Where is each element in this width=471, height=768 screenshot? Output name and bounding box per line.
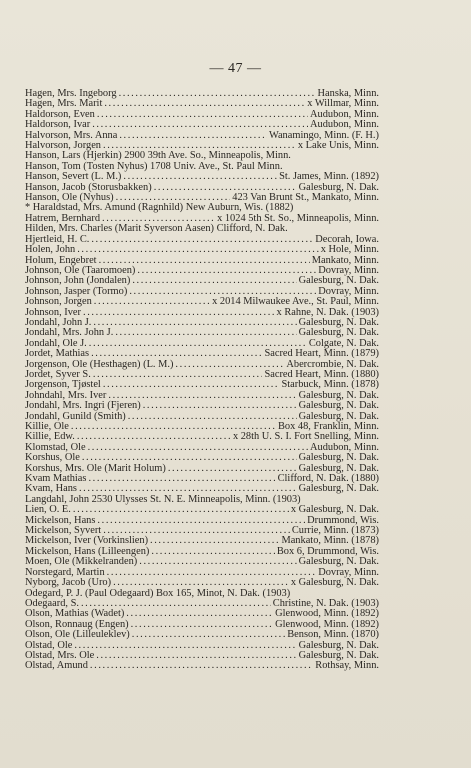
- entry-place: Galesburg, N. Dak.: [298, 452, 379, 464]
- entry-place: Dovray, Minn.: [318, 566, 379, 578]
- dot-leader: [132, 276, 296, 286]
- entry-name: Mickelson, Hans: [25, 514, 96, 526]
- entry-place: Hanska, Minn.: [317, 88, 379, 99]
- entry-name: Korshus, Ole: [25, 452, 80, 464]
- dot-leader: [91, 235, 313, 245]
- entry-place: Drummond, Wis.: [307, 514, 379, 526]
- entry-name: Odegard, P. J. (Paul Odegaard) Box 165, Minot, N. Dak. (1903): [25, 587, 291, 599]
- entry-name: Johnson, Jorgen: [25, 296, 92, 308]
- entry-name: Korshus, Mrs. Ole (Marit Holum): [25, 462, 166, 474]
- dot-leader: [94, 297, 210, 307]
- entry-name: Lien, O. E.: [25, 504, 71, 516]
- entry-name: Olson, Ronnaug (Engen): [25, 618, 129, 630]
- entry-name: Johnson, Ole (Taaromoen): [25, 264, 136, 276]
- entry-place: St. James, Minn. (1892): [279, 171, 379, 183]
- entry-name: Olson, Ole (Lilleuleklev): [25, 629, 130, 641]
- list-item: [25, 578, 379, 588]
- dot-leader: [113, 578, 289, 588]
- entry-place: Starbuck, Minn. (1878): [281, 379, 379, 391]
- dot-leader: [97, 516, 305, 526]
- dot-leader: [132, 630, 285, 640]
- entry-place: Abercrombie, N. Dak.: [286, 358, 379, 370]
- entry-name: Haldorson, Even: [25, 108, 95, 120]
- dot-leader: [107, 568, 317, 578]
- entry-place: 423 Van Brunt St., Mankato, Minn.: [232, 192, 379, 204]
- entry-name: Hagen, Mrs. Marit: [25, 98, 103, 110]
- entry-place: Glenwood, Minn. (1892): [275, 608, 379, 620]
- entry-name: Jordet, Mathias: [25, 348, 90, 360]
- entry-place: Colgate, N. Dak.: [308, 337, 379, 349]
- entry-place: x Galesburg, N. Dak.: [290, 504, 379, 516]
- entry-place: Dovray, Minn.: [318, 264, 379, 276]
- entry-name: Johnson, Iver: [25, 306, 81, 318]
- dot-leader: [73, 505, 289, 515]
- entry-place: Decorah, Iowa.: [315, 233, 379, 245]
- entry-name: Olstad, Amund: [25, 660, 88, 672]
- dot-leader: [143, 401, 297, 411]
- entry-place: Currie, Minn. (1873): [291, 525, 379, 537]
- list-item: [25, 661, 379, 671]
- entry-name: Jondahl, John J.: [25, 316, 92, 328]
- entry-name: Hanson, Lars (Hjerkin) 2900 39th Ave. So., Minneapolis, Minn.: [25, 150, 291, 162]
- entry-place: x Lake Unis, Minn.: [297, 140, 379, 152]
- entry-name: Jondahl, Mrs. John J.: [25, 327, 114, 339]
- dot-leader: [90, 661, 313, 671]
- dot-leader: [137, 266, 316, 276]
- list-item: [25, 245, 379, 255]
- entry-name: Hanson, Severt (L. M.): [25, 171, 122, 183]
- dot-leader: [77, 245, 318, 255]
- entry-place: x Rahne, N. Dak. (1903): [276, 306, 379, 318]
- directory-list: [25, 89, 379, 672]
- entry-name: Nyborg, Jacob (Uro): [25, 577, 112, 589]
- entry-name: Jondahl, Gunild (Smith): [25, 410, 126, 422]
- entry-name: Hatrem, Bernhard: [25, 212, 101, 224]
- entry-name: Odegaard, S.: [25, 597, 79, 609]
- entry-name: Kvam, Hans: [25, 483, 77, 495]
- entry-place: Galesburg, N. Dak.: [298, 462, 379, 474]
- entry-name: Mickelson, Iver (Vorkinslien): [25, 535, 149, 547]
- entry-place: x 2014 Milwaukee Ave., St. Paul, Minn.: [212, 296, 379, 308]
- entry-place: Galesburg, N. Dak.: [298, 275, 379, 287]
- entry-place: Galesburg, N. Dak.: [298, 181, 379, 193]
- entry-name: Norstegard, Martin: [25, 566, 105, 578]
- dot-leader: [126, 609, 273, 619]
- entry-place: Galesburg, N. Dak.: [298, 316, 379, 328]
- entry-place: Audubon, Minn.: [310, 441, 379, 453]
- entry-place: Glenwood, Minn. (1892): [275, 618, 379, 630]
- dot-leader: [91, 349, 262, 359]
- entry-place: x 28th U. S. I. Fort Snelling, Minn.: [232, 431, 379, 443]
- entry-name: Holum, Engebret: [25, 254, 97, 266]
- entry-name: Jorgenson, Tjøstel: [25, 379, 101, 391]
- dot-leader: [88, 474, 275, 484]
- entry-place: Box 48, Franklin, Minn.: [277, 421, 379, 432]
- entry-place: Galesburg, N. Dak.: [298, 639, 379, 651]
- list-item: [25, 630, 379, 640]
- dot-leader: [104, 99, 305, 109]
- entry-name: Mickelson, Syvert: [25, 525, 102, 537]
- entry-place: Galesburg, N. Dak.: [298, 556, 379, 568]
- list-item: [25, 349, 379, 359]
- entry-name: Jordet, Syver S.: [25, 368, 91, 380]
- dot-leader: [151, 547, 274, 557]
- entry-name: Haldorson, Ivar: [25, 119, 91, 131]
- entry-place: Galesburg, N. Dak.: [298, 410, 379, 422]
- entry-name: Olstad, Ole: [25, 639, 73, 651]
- entry-place: x Hole, Minn.: [320, 244, 379, 256]
- dot-leader: [103, 380, 280, 390]
- entry-name: Hanson, Jacob (Storusbakken): [25, 181, 152, 193]
- dot-leader: [93, 370, 263, 380]
- dot-leader: [96, 651, 296, 661]
- dot-leader: [128, 412, 297, 422]
- dot-leader: [131, 620, 273, 630]
- entry-name: Killie, Edw.: [25, 431, 75, 443]
- entry-name: Halvorson, Mrs. Anna: [25, 129, 118, 141]
- entry-name: Hagen, Mrs. Ingeborg: [25, 88, 117, 99]
- entry-place: Box 6, Drummond, Wis.: [276, 545, 379, 557]
- dot-leader: [83, 308, 275, 318]
- dot-leader: [115, 328, 296, 338]
- entry-name: Hjertleid, H. C.: [25, 233, 90, 245]
- entry-name: Olstad, Mrs. Ole: [25, 649, 95, 661]
- entry-place: Christine, N. Dak. (1903): [272, 597, 379, 609]
- entry-place: x Willmar, Minn.: [307, 98, 379, 110]
- entry-name: Klomstad, Ole: [25, 441, 86, 453]
- dot-leader: [77, 432, 231, 442]
- entry-place: Mankato, Minn.: [311, 254, 379, 266]
- entry-place: Galesburg, N. Dak.: [298, 649, 379, 661]
- entry-place: Galesburg, N. Dak.: [298, 483, 379, 495]
- entry-name: Johnson, Jasper (Tormo): [25, 285, 128, 297]
- entry-name: Moen, Ole (Mikkelranden): [25, 556, 138, 568]
- entry-place: Rothsay, Minn.: [315, 660, 379, 672]
- entry-place: x 1024 5th St. So., Minneapolis, Minn.: [217, 212, 379, 224]
- entry-place: Clifford, N. Dak. (1880): [277, 473, 379, 485]
- entry-name: Hanson, Ole (Nyhus): [25, 192, 114, 204]
- entry-place: Dovray, Minn.: [318, 285, 379, 297]
- entry-name: Olson, Mathias (Wadet): [25, 608, 125, 620]
- entry-name: Langdahl, John 2530 Ulysses St. N. E. Minneapolis, Minn. (1903): [25, 493, 301, 505]
- dot-leader: [93, 318, 296, 328]
- entry-place: Wanamingo, Minn. (F. H.): [268, 129, 379, 141]
- entry-name: Jondahl, Ole J.: [25, 337, 87, 349]
- entry-name: Hanson, Tom (Tosten Nyhus) 1708 Univ. Ave., St. Paul Minn.: [25, 160, 283, 172]
- entry-name: Hilden, Mrs. Charles (Marit Syverson Aasen) Clifford, N. Dak.: [25, 223, 288, 235]
- entry-place: x Galesburg, N. Dak.: [290, 577, 379, 589]
- entry-name: Holen, John: [25, 244, 76, 256]
- entry-place: Mankato, Minn. (1878): [281, 535, 379, 547]
- entry-place: Audubon, Minn.: [310, 108, 379, 120]
- dot-leader: [119, 89, 316, 99]
- entry-place: Audubon, Minn.: [310, 119, 379, 131]
- dot-leader: [74, 641, 296, 651]
- entry-name: Jondahl, Mrs. Ingri (Fjeren): [25, 400, 141, 412]
- entry-name: Johndahl, Mrs. Iver: [25, 389, 107, 401]
- dot-leader: [139, 557, 296, 567]
- entry-place: Galesburg, N. Dak.: [298, 400, 379, 412]
- entry-name: Mickelson, Hans (Lilleengen): [25, 545, 150, 557]
- entry-place: Sacred Heart, Minn. (1879): [264, 348, 379, 360]
- list-item: [25, 297, 379, 307]
- entry-name: Jorgenson, Ole (Hesthagen) (L. M.): [25, 358, 174, 370]
- page-number: — 47 —: [209, 61, 262, 76]
- dot-leader: [88, 443, 308, 453]
- entry-place: Benson, Minn. (1870): [287, 629, 379, 641]
- entry-name: Johnson, John (Jondalen): [25, 275, 131, 287]
- dot-leader: [150, 536, 279, 546]
- entry-place: Galesburg, N. Dak.: [298, 327, 379, 339]
- entry-name: * Haraldstad, Mrs. Amund (Ragnhild) New Auburn, Wis. (1882): [25, 202, 294, 214]
- dot-leader: [97, 110, 308, 120]
- dot-leader: [119, 131, 267, 141]
- entry-name: Kvam Mathias: [25, 473, 87, 485]
- entry-name: Killie, Ole: [25, 421, 69, 432]
- entry-place: Galesburg, N. Dak.: [298, 389, 379, 401]
- entry-place: Sacred Heart, Minn. (1880): [264, 368, 379, 380]
- entry-name: Halvorson, Jorgen: [25, 140, 101, 152]
